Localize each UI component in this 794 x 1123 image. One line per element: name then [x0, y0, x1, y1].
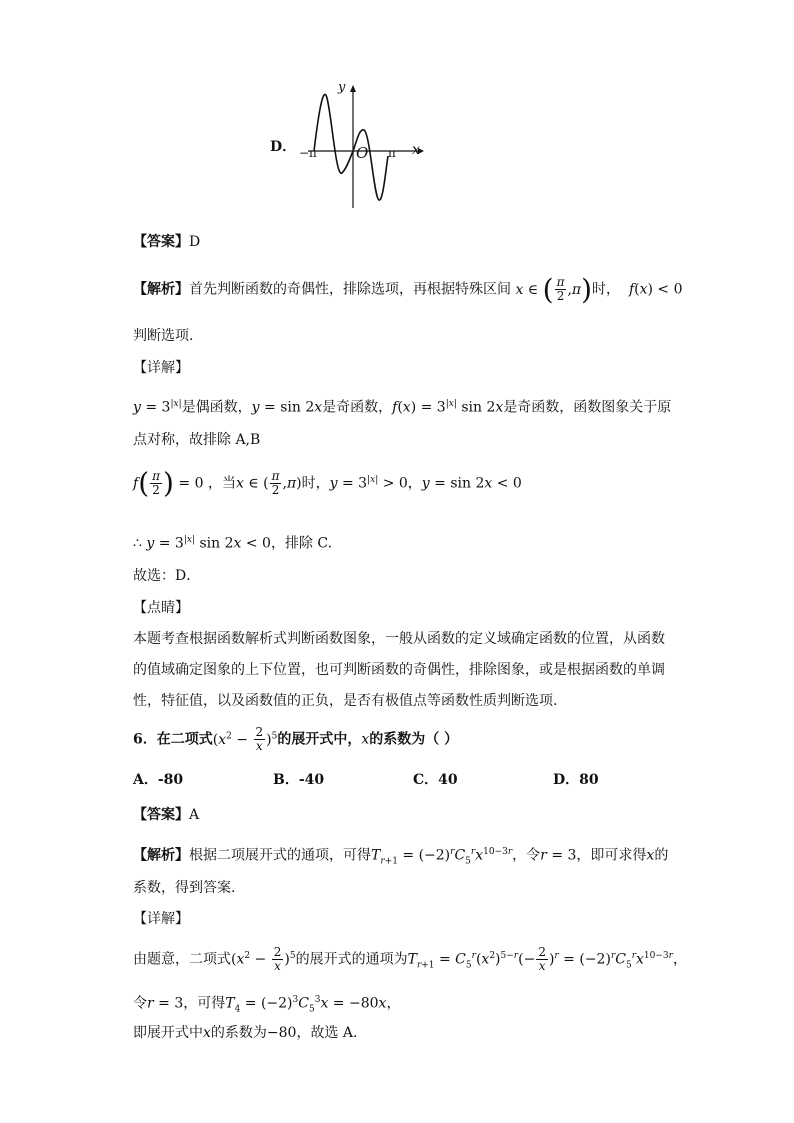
stem-text: 6．在二项式	[133, 731, 213, 748]
analysis-text: 根据二项展开式的通项，可得	[189, 847, 371, 864]
q6-stem: 6．在二项式($x^2$ − $\frac{2}{x}$ )$^5$的展开式中，x的系数为（ ）	[133, 725, 459, 754]
q6-options	[133, 770, 693, 790]
q5-answer	[133, 232, 200, 252]
detail-text: 令	[133, 995, 147, 1012]
q6-detail-line2: 令r = 3，可得$T_4 = (-2)^3C_5^3x = -80x$，	[133, 995, 401, 1015]
detail-text: ，当	[207, 475, 236, 492]
q5-detail-line3: f( $\frac{\pi}{2}$ ) = 0 ，当x ∈ ( $\frac{\pi}{2}$ ,π)时，$y = 3^{|x|} > 0$，y = sin 2x < 0	[133, 466, 522, 500]
pi-label: π	[388, 146, 396, 160]
analysis-tag: 【解析】	[133, 847, 189, 864]
analysis-text: ，令	[512, 847, 541, 864]
analysis-text: 的	[654, 847, 669, 864]
q6-detail-line1: 由题意，二项式($x^2$ − $\frac{2}{x}$ )$^5$的展开式的通项为$T_{r+1} = C_5^r(x^2)^{5-r}(-$ $\frac{2}{x}$ )$^r = (-2)^rC_5^rx^{10-3r}$，	[133, 945, 687, 974]
detail-text: 的系数为	[210, 1025, 267, 1041]
y-axis-arrow	[350, 85, 356, 92]
option-c[interactable]: C．40	[413, 772, 458, 788]
function-curve	[314, 94, 388, 200]
q5-comment-line2: 的值域确定图象的上下位置，也可判断函数的奇偶性，排除图象，或是根据函数的单调	[133, 662, 665, 678]
q5-comment-line1: 本题考查根据函数解析式判断函数图象，一般从函数的定义域确定函数的位置，从函数	[133, 631, 665, 647]
detail-text: 是偶函数，	[181, 399, 252, 416]
option-label: D．	[270, 139, 297, 155]
stem-text: 的展开式中，	[277, 731, 362, 748]
analysis-tag: 【解析】	[133, 281, 189, 298]
stem-text: 的系数为（ ）	[369, 731, 459, 748]
q6-answer	[133, 805, 199, 825]
detail-text: 是奇函数，	[322, 399, 393, 416]
interval-formula: x ∈ ( $\frac{\pi}{2}$ ,π)	[515, 272, 593, 306]
q6-detail-line3: 即展开式中x的系数为−80，故选 A.	[133, 1025, 358, 1041]
detail-text: 的展开式的通项为	[295, 951, 408, 968]
y-axis-label: y	[338, 80, 346, 95]
q5-choice: 故选：D．	[133, 568, 201, 584]
function-graph-option-d	[270, 78, 430, 213]
q5-detail-tag: 【详解】	[133, 360, 189, 376]
q5-comment-line3: 性，特征值，以及函数值的正负，是否有极值点等函数性质判断选项.	[133, 693, 558, 709]
analysis-text: 首先判断函数的奇偶性，排除选项，再根据特殊区间	[189, 281, 511, 298]
analysis-text: ，即可求得	[576, 847, 647, 864]
detail-text: 即展开式中	[133, 1025, 203, 1041]
q6-detail-tag: 【详解】	[133, 911, 189, 927]
option-d[interactable]: D．80	[553, 772, 599, 788]
x-axis-label: x	[412, 142, 420, 158]
answer-value: D	[189, 234, 201, 250]
q6-analysis: 【解析】根据二项展开式的通项，可得$T_{r+1} = (-2)^rC_5^rx^{10-3r}$，令r = 3，即可求得x的	[133, 847, 669, 867]
q5-detail-line1: $y = 3^{|x|}$是偶函数，y = sin 2x是奇函数，$f(x) = 3^{|x|}$ sin 2x是奇函数，函数图象关于原	[133, 399, 672, 416]
detail-text: 由题意，二项式	[133, 951, 231, 968]
q6-analysis-cont: 系数，得到答案.	[133, 880, 236, 896]
neg-pi-label: −π	[299, 146, 317, 160]
detail-text: 时，	[301, 475, 330, 492]
q5-comment-tag: 【点睛】	[133, 600, 189, 616]
q5-analysis-cont: 判断选项.	[133, 328, 194, 344]
origin-label: O	[356, 144, 369, 162]
answer-tag: 【答案】	[133, 807, 189, 823]
detail-text: ，排除 C.	[270, 535, 333, 552]
q5-detail-line4: ∴ $y = 3^{|x|}$ sin 2x < 0，排除 C.	[133, 535, 333, 552]
q5-detail-line2: 点对称，故排除 A,B	[133, 432, 261, 448]
fx-negative-formula: f(x) < 0	[628, 281, 683, 298]
detail-text: ，故选 A.	[296, 1025, 358, 1041]
detail-text: 是奇函数，函数图象关于原	[503, 399, 672, 416]
option-b[interactable]: B．-40	[273, 772, 325, 788]
q5-analysis	[133, 272, 683, 306]
option-a[interactable]: A．-80	[133, 772, 184, 788]
detail-text: ，可得	[183, 995, 226, 1012]
analysis-text: 时，	[592, 281, 621, 298]
graph-svg	[270, 78, 430, 213]
answer-value: A	[189, 807, 200, 823]
answer-tag: 【答案】	[133, 234, 189, 250]
